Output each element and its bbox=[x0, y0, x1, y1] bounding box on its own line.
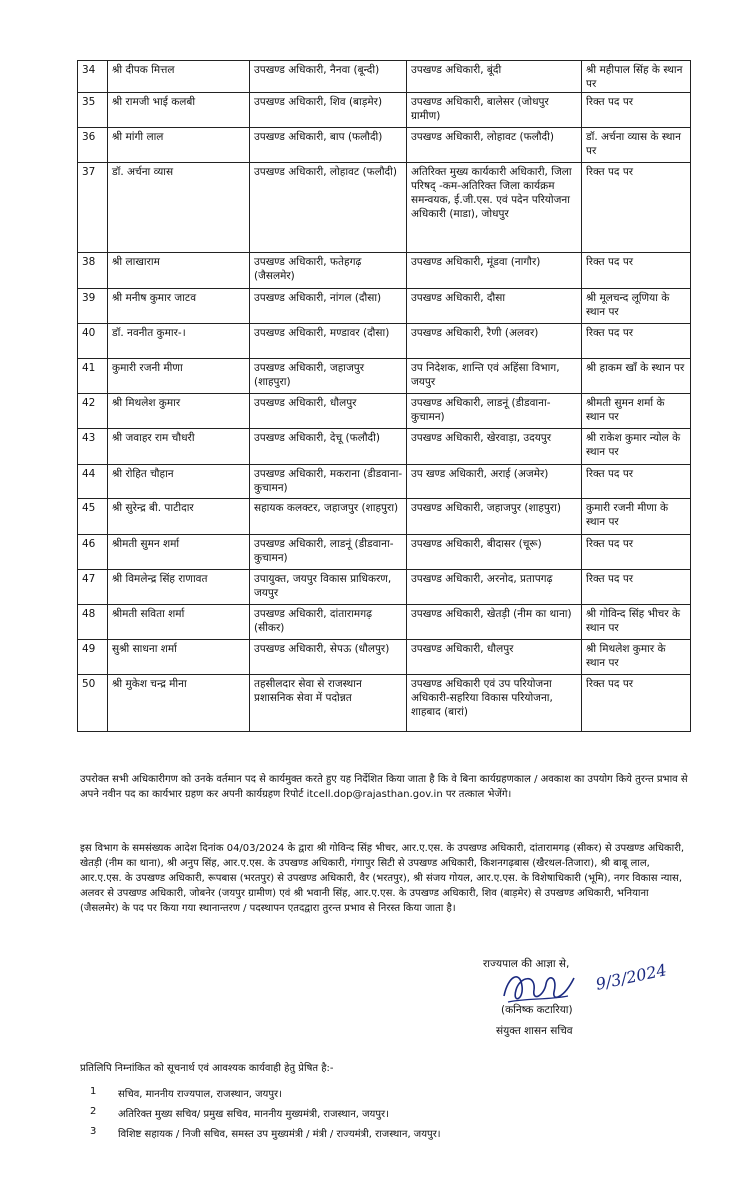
officer-name-cell: श्रीमती सविता शर्मा bbox=[108, 605, 250, 640]
officer-name-cell: श्री विमलेन्द्र सिंह राणावत bbox=[108, 570, 250, 605]
remark-cell: रिक्त पद पर bbox=[582, 675, 691, 732]
current-post-cell: उपखण्ड अधिकारी, दांतारामगढ़ (सीकर) bbox=[250, 605, 407, 640]
new-post-cell: उपखण्ड अधिकारी एवं उप परियोजना अधिकारी-सहरिया विकास परियोजना, शाहबाद (बारां) bbox=[407, 675, 582, 732]
current-post-cell: उपखण्ड अधिकारी, नैनवा (बून्दी) bbox=[250, 61, 407, 93]
table-row bbox=[78, 324, 691, 359]
remark-cell: श्रीमती सुमन शर्मा के स्थान पर bbox=[582, 394, 691, 429]
table-row bbox=[78, 640, 691, 675]
new-post-cell: उप निदेशक, शान्ति एवं अहिंसा विभाग, जयपुर bbox=[407, 359, 582, 394]
table-row bbox=[78, 605, 691, 640]
remark-cell: रिक्त पद पर bbox=[582, 163, 691, 253]
transfer-table bbox=[77, 60, 691, 732]
table-row bbox=[78, 570, 691, 605]
remark-cell: रिक्त पद पर bbox=[582, 570, 691, 605]
table-row bbox=[78, 61, 691, 93]
remark-cell: रिक्त पद पर bbox=[582, 253, 691, 289]
signatory-designation: संयुक्त शासन सचिव bbox=[496, 1025, 573, 1037]
serial-number-cell: 44 bbox=[78, 465, 108, 499]
table-row bbox=[78, 93, 691, 128]
remark-cell: रिक्त पद पर bbox=[582, 535, 691, 570]
table-row bbox=[78, 128, 691, 163]
table-row bbox=[78, 429, 691, 465]
officer-name-cell: सुश्री साधना शर्मा bbox=[108, 640, 250, 675]
officer-name-cell: श्री दीपक मित्तल bbox=[108, 61, 250, 93]
table-row bbox=[78, 465, 691, 499]
officer-name-cell: श्री सुरेन्द्र बी. पाटीदार bbox=[108, 499, 250, 535]
officer-name-cell: श्री रोहित चौहान bbox=[108, 465, 250, 499]
remark-cell: श्री गोविन्द सिंह भीचर के स्थान पर bbox=[582, 605, 691, 640]
remark-cell: श्री राकेश कुमार न्योल के स्थान पर bbox=[582, 429, 691, 465]
copy-item-text: अतिरिक्त मुख्य सचिव/ प्रमुख सचिव, माननीय मुख्यमंत्री, राजस्थान, जयपुर। bbox=[118, 1109, 389, 1120]
remark-cell: डॉ. अर्चना व्यास के स्थान पर bbox=[582, 128, 691, 163]
new-post-cell: उपखण्ड अधिकारी, मूंडवा (नागौर) bbox=[407, 253, 582, 289]
current-post-cell: उपायुक्त, जयपुर विकास प्राधिकरण, जयपुर bbox=[250, 570, 407, 605]
remark-cell: श्री मूलचन्द लूणिया के स्थान पर bbox=[582, 289, 691, 324]
serial-number-cell: 36 bbox=[78, 128, 108, 163]
new-post-cell: उपखण्ड अधिकारी, लाडनूं (डीडवाना-कुचामन) bbox=[407, 394, 582, 429]
current-post-cell: सहायक कलक्टर, जहाजपुर (शाहपुरा) bbox=[250, 499, 407, 535]
table-row bbox=[78, 499, 691, 535]
officer-name-cell: श्री मनीष कुमार जाटव bbox=[108, 289, 250, 324]
current-post-cell: उपखण्ड अधिकारी, मण्डावर (दौसा) bbox=[250, 324, 407, 359]
current-post-cell: उपखण्ड अधिकारी, शिव (बाड़मेर) bbox=[250, 93, 407, 128]
current-post-cell: तहसीलदार सेवा से राजस्थान प्रशासनिक सेवा में पदोन्नत bbox=[250, 675, 407, 732]
serial-number-cell: 48 bbox=[78, 605, 108, 640]
new-post-cell: उपखण्ड अधिकारी, जहाजपुर (शाहपुरा) bbox=[407, 499, 582, 535]
new-post-cell: उपखण्ड अधिकारी, बालेसर (जोधपुर ग्रामीण) bbox=[407, 93, 582, 128]
serial-number-cell: 43 bbox=[78, 429, 108, 465]
new-post-cell: उप खण्ड अधिकारी, अराई (अजमेर) bbox=[407, 465, 582, 499]
remark-cell: श्री हाकम खाँ के स्थान पर bbox=[582, 359, 691, 394]
current-post-cell: उपखण्ड अधिकारी, मकराना (डीडवाना-कुचामन) bbox=[250, 465, 407, 499]
serial-number-cell: 37 bbox=[78, 163, 108, 253]
copy-item-text: विशिष्ट सहायक / निजी सचिव, समस्त उप मुख्यमंत्री / मंत्री / राज्यमंत्री, राजस्थान, जयपुर। bbox=[118, 1129, 441, 1140]
current-post-cell: उपखण्ड अधिकारी, नांगल (दौसा) bbox=[250, 289, 407, 324]
new-post-cell: उपखण्ड अधिकारी, रैणी (अलवर) bbox=[407, 324, 582, 359]
remark-cell: कुमारी रजनी मीणा के स्थान पर bbox=[582, 499, 691, 535]
current-post-cell: उपखण्ड अधिकारी, जहाजपुर (शाहपुरा) bbox=[250, 359, 407, 394]
table-row bbox=[78, 163, 691, 253]
current-post-cell: उपखण्ड अधिकारी, लोहावट (फलौदी) bbox=[250, 163, 407, 253]
new-post-cell: उपखण्ड अधिकारी, अरनोद, प्रतापगढ़ bbox=[407, 570, 582, 605]
copy-item-number: 1 bbox=[90, 1086, 97, 1097]
remark-cell: श्री महीपाल सिंह के स्थान पर bbox=[582, 61, 691, 93]
serial-number-cell: 47 bbox=[78, 570, 108, 605]
new-post-cell: उपखण्ड अधिकारी, खेतड़ी (नीम का थाना) bbox=[407, 605, 582, 640]
serial-number-cell: 46 bbox=[78, 535, 108, 570]
remark-cell: रिक्त पद पर bbox=[582, 93, 691, 128]
officer-name-cell: श्री रामजी भाई कलबी bbox=[108, 93, 250, 128]
new-post-cell: अतिरिक्त मुख्य कार्यकारी अधिकारी, जिला परिषद् -कम-अतिरिक्त जिला कार्यक्रम समन्वयक, ई.जी.एस. एवं पदेन परियोजना अधिकारी (माडा), जोधपुर bbox=[407, 163, 582, 253]
new-post-cell: उपखण्ड अधिकारी, बीदासर (चूरू) bbox=[407, 535, 582, 570]
new-post-cell: उपखण्ड अधिकारी, धौलपुर bbox=[407, 640, 582, 675]
serial-number-cell: 49 bbox=[78, 640, 108, 675]
serial-number-cell: 45 bbox=[78, 499, 108, 535]
officer-name-cell: श्री जवाहर राम चौधरी bbox=[108, 429, 250, 465]
new-post-cell: उपखण्ड अधिकारी, दौसा bbox=[407, 289, 582, 324]
remark-cell: श्री मिथलेश कुमार के स्थान पर bbox=[582, 640, 691, 675]
remark-cell: रिक्त पद पर bbox=[582, 324, 691, 359]
handwritten-date: 9/3/2024 bbox=[594, 960, 669, 994]
table-row bbox=[78, 535, 691, 570]
serial-number-cell: 35 bbox=[78, 93, 108, 128]
current-post-cell: उपखण्ड अधिकारी, बाप (फलौदी) bbox=[250, 128, 407, 163]
cancellation-paragraph: इस विभाग के समसंख्यक आदेश दिनांक 04/03/2024 के द्वारा श्री गोविन्द सिंह भीचर, आर.ए.एस. के उपखण्ड अधिकारी, दांतारामगढ़ (सीकर) से उपखण्ड अधिकारी, खेतड़ी (नीम का थाना), श्री अनुप सिंह, आर.ए.एस. के उपखण्ड अधिकारी, गंगापुर सिटी से उपखण्ड अधिकारी, किशनगढ़बास (खैरथल-तिजारा), श्री बाबू लाल, आर.ए.एस. के उपखण्ड अधिकारी, रूपबास (भरतपुर) से उपखण्ड अधिकारी, वैर (भरतपुर), श्री संजय गोयल, आर.ए.एस. के विशेषाधिकारी (भूमि), नगर विकास न्यास, अलवर से उपखण्ड अधिकारी, जोबनेर (जयपुर ग्रामीण) एवं श्री भवानी सिंह, आर.ए.एस. के उपखण्ड अधिकारी, शिव (बाड़मेर) से उपखण्ड अधिकारी, भनियाना (जैसलमेर) के पद पर किया गया स्थानान्तरण / पदस्थापन एतदद्वारा तुरन्त प्रभाव से निरस्त किया जाता है। bbox=[80, 843, 685, 914]
current-post-cell: उपखण्ड अधिकारी, फतेहगढ़ (जैसलमेर) bbox=[250, 253, 407, 289]
serial-number-cell: 41 bbox=[78, 359, 108, 394]
current-post-cell: उपखण्ड अधिकारी, सेपऊ (धौलपुर) bbox=[250, 640, 407, 675]
table-row bbox=[78, 359, 691, 394]
new-post-cell: उपखण्ड अधिकारी, खेरवाड़ा, उदयपुर bbox=[407, 429, 582, 465]
serial-number-cell: 50 bbox=[78, 675, 108, 732]
table-body bbox=[78, 61, 691, 732]
serial-number-cell: 34 bbox=[78, 61, 108, 93]
table-row bbox=[78, 289, 691, 324]
current-post-cell: उपखण्ड अधिकारी, लाडनूं (डीडवाना-कुचामन) bbox=[250, 535, 407, 570]
table-row bbox=[78, 675, 691, 732]
serial-number-cell: 39 bbox=[78, 289, 108, 324]
order-paragraph: उपरोक्त सभी अधिकारीगण को उनके वर्तमान पद से कार्यमुक्त करते हुए यह निर्देशित किया जाता है कि वे बिना कार्यग्रहणकाल / अवकाश का उपयोग किये तुरन्त प्रभाव से अपने नवीन पद का कार्यभार ग्रहण कर अपनी कार्यग्रहण रिपोर्ट itcell.dop@rajasthan.gov.in पर तत्काल भेजेंगे। bbox=[80, 774, 688, 800]
copy-item-text: सचिव, माननीय राज्यपाल, राजस्थान, जयपुर। bbox=[118, 1089, 282, 1100]
new-post-cell: उपखण्ड अधिकारी, बूंदी bbox=[407, 61, 582, 93]
officer-name-cell: कुमारी रजनी मीणा bbox=[108, 359, 250, 394]
serial-number-cell: 40 bbox=[78, 324, 108, 359]
officer-name-cell: डॉ. अर्चना व्यास bbox=[108, 163, 250, 253]
officer-name-cell: श्री मांगी लाल bbox=[108, 128, 250, 163]
current-post-cell: उपखण्ड अधिकारी, देचू (फलौदी) bbox=[250, 429, 407, 465]
by-order-line: राज्यपाल की आज्ञा से, bbox=[483, 958, 570, 970]
officer-name-cell: श्रीमती सुमन शर्मा bbox=[108, 535, 250, 570]
officer-name-cell: श्री मुकेश चन्द्र मीना bbox=[108, 675, 250, 732]
table-row bbox=[78, 394, 691, 429]
copy-item-number: 3 bbox=[90, 1126, 97, 1137]
copy-intro: प्रतिलिपि निम्नांकित को सूचनार्थ एवं आवश्यक कार्यवाही हेतु प्रेषित है:- bbox=[80, 1063, 334, 1074]
officer-name-cell: डॉ. नवनीत कुमार-। bbox=[108, 324, 250, 359]
serial-number-cell: 38 bbox=[78, 253, 108, 289]
new-post-cell: उपखण्ड अधिकारी, लोहावट (फलौदी) bbox=[407, 128, 582, 163]
signatory-name: (कनिष्क कटारिया) bbox=[501, 1004, 573, 1016]
copy-item-number: 2 bbox=[90, 1106, 97, 1117]
officer-name-cell: श्री लाखाराम bbox=[108, 253, 250, 289]
remark-cell: रिक्त पद पर bbox=[582, 465, 691, 499]
serial-number-cell: 42 bbox=[78, 394, 108, 429]
table-row bbox=[78, 253, 691, 289]
current-post-cell: उपखण्ड अधिकारी, धौलपुर bbox=[250, 394, 407, 429]
officer-name-cell: श्री मिथलेश कुमार bbox=[108, 394, 250, 429]
